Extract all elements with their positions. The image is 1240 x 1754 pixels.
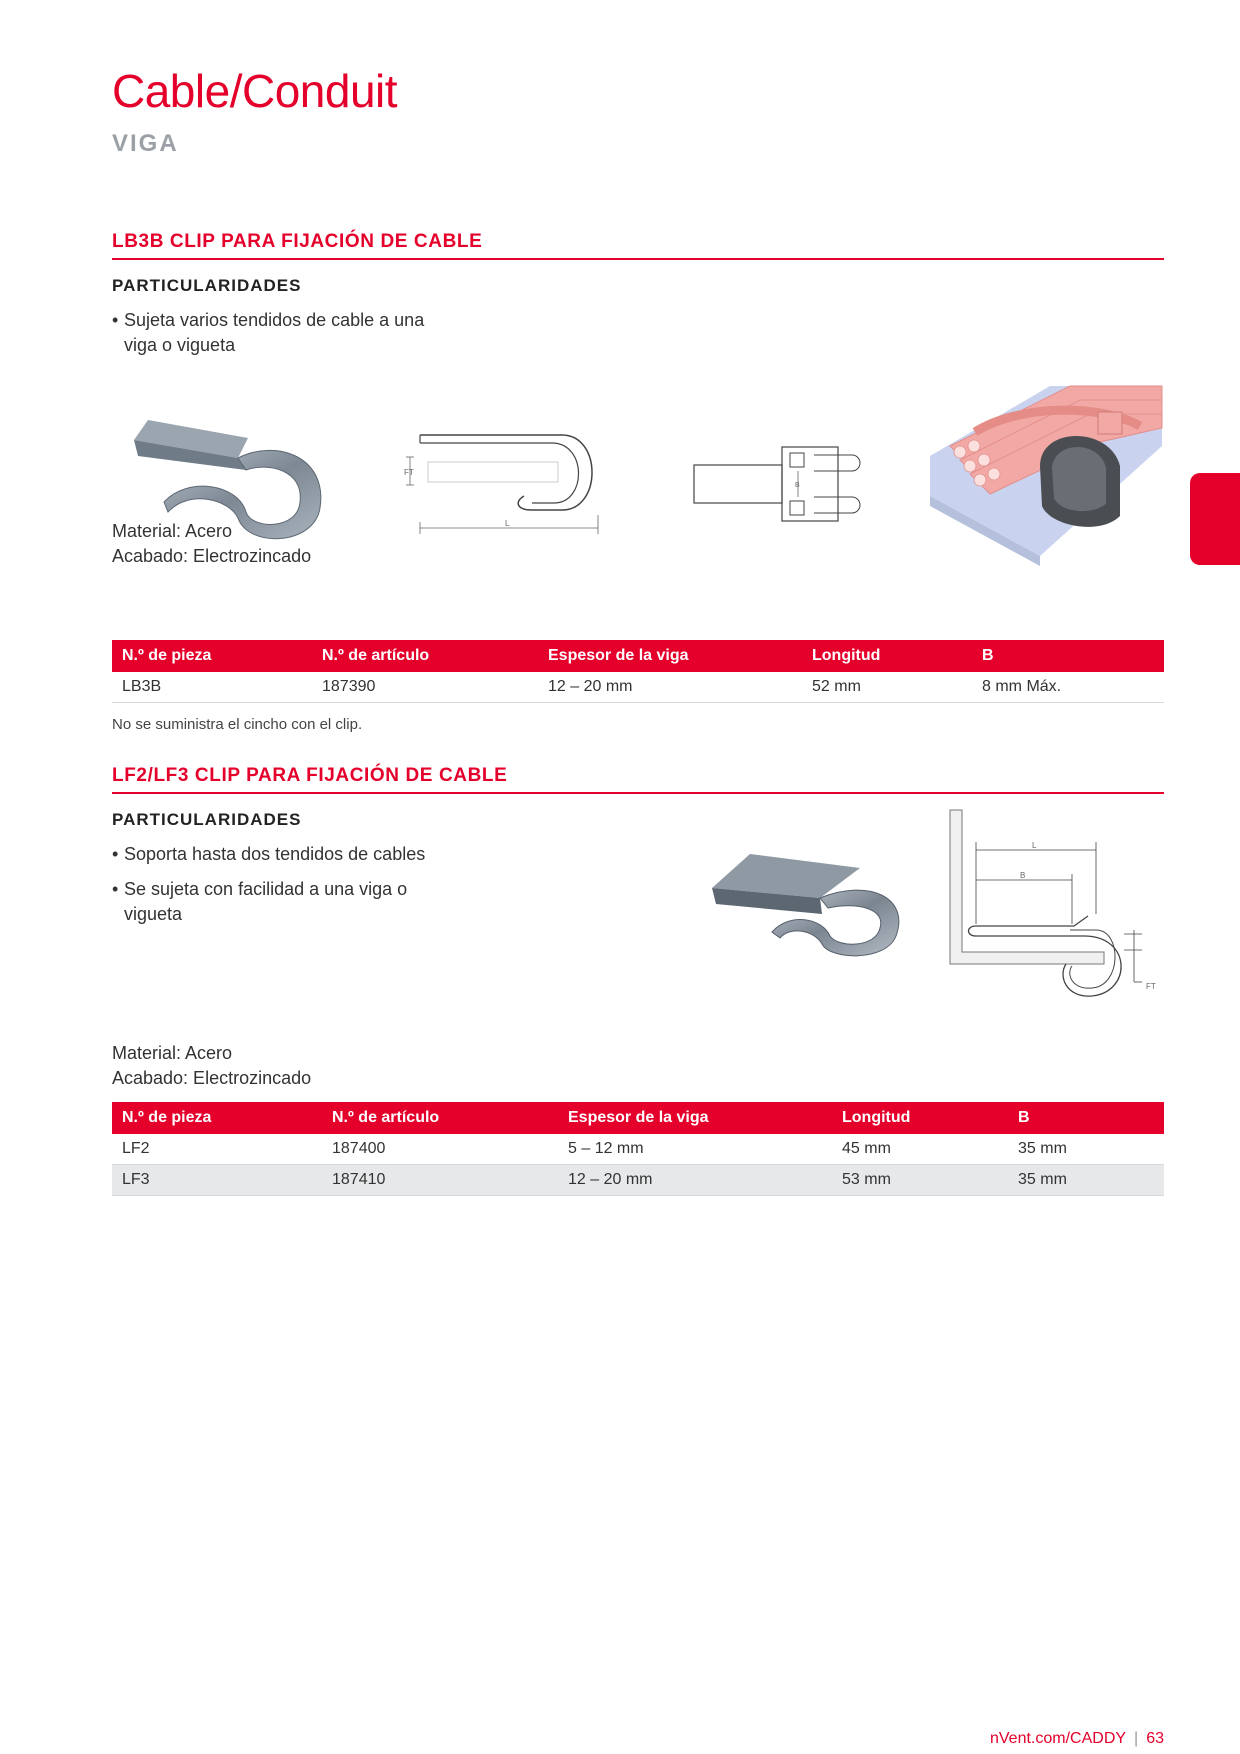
table-row: [112, 672, 1164, 703]
cell-part-number: LF2: [112, 1134, 322, 1165]
section-heading: LB3B CLIP PARA FIJACIÓN DE CABLE: [112, 231, 1164, 260]
cell-length: 45 mm: [832, 1134, 1008, 1165]
page-footer: nVent.com/CADDY | 63: [989, 1730, 1164, 1747]
cell-beam-thickness: 5 – 12 mm: [558, 1134, 832, 1165]
cell-beam-thickness: 12 – 20 mm: [538, 672, 802, 703]
page-number: 63: [1146, 1730, 1164, 1747]
table-header-row: [112, 640, 1164, 672]
lb3b-material: Material: Acero: [112, 521, 233, 541]
col-length: Longitud: [832, 1102, 1008, 1134]
cell-article-number: 187390: [312, 672, 538, 703]
cell-article-number: 187410: [322, 1165, 558, 1196]
lf-finish: Acabado: Electrozincado: [112, 1068, 312, 1088]
table-row: [112, 1134, 1164, 1165]
cell-b: 8 mm Máx.: [972, 672, 1164, 703]
table-row: [112, 1165, 1164, 1196]
table-header-row: [112, 1102, 1164, 1134]
footer-site-link[interactable]: nVent.com/CADDY: [989, 1730, 1127, 1747]
cell-part-number: LB3B: [112, 672, 312, 703]
lb3b-note: No se suministra el cincho con el clip.: [112, 716, 363, 733]
cell-part-number: LF3: [112, 1165, 322, 1196]
lb3b-installed-illustration: [930, 386, 1162, 556]
lf-spec-table: [112, 1102, 1164, 1196]
l-label: L: [1032, 841, 1037, 850]
section-lb3b: [112, 231, 1164, 368]
ft-label: FT: [404, 468, 414, 477]
b-label: B: [795, 482, 800, 489]
col-beam-thickness: Espesor de la viga: [558, 1102, 832, 1134]
lb3b-top-drawing: [692, 445, 872, 525]
col-article-number: N.º de artículo: [322, 1102, 558, 1134]
lf-clip-drawing: [946, 806, 1166, 1006]
features-heading: PARTICULARIDADES: [112, 276, 302, 295]
ft-label: FT: [1146, 982, 1156, 991]
cell-b: 35 mm: [1008, 1165, 1164, 1196]
cell-article-number: 187400: [322, 1134, 558, 1165]
lb3b-side-drawing: [402, 430, 602, 530]
page-title: Cable/Conduit: [112, 65, 398, 117]
l-label: L: [505, 519, 510, 528]
cell-length: 53 mm: [832, 1165, 1008, 1196]
page-subtitle: VIGA: [112, 130, 179, 157]
lf-clip-photo: [710, 848, 906, 960]
cell-beam-thickness: 12 – 20 mm: [558, 1165, 832, 1196]
col-part-number: N.º de pieza: [112, 640, 312, 672]
col-b: B: [1008, 1102, 1164, 1134]
feature-bullet: • Se sujeta con facilidad a una viga o vigueta: [112, 877, 454, 927]
section-heading: LF2/LF3 CLIP PARA FIJACIÓN DE CABLE: [112, 765, 1164, 794]
cell-length: 52 mm: [802, 672, 972, 703]
lb3b-finish: Acabado: Electrozincado: [112, 546, 312, 566]
cell-b: 35 mm: [1008, 1134, 1164, 1165]
col-b: B: [972, 640, 1164, 672]
b-label: B: [1020, 871, 1026, 880]
features-heading: PARTICULARIDADES: [112, 810, 302, 829]
col-part-number: N.º de pieza: [112, 1102, 322, 1134]
col-article-number: N.º de artículo: [312, 640, 538, 672]
feature-bullet: • Sujeta varios tendidos de cable a una viga o vigueta: [112, 308, 454, 358]
col-beam-thickness: Espesor de la viga: [538, 640, 802, 672]
side-tab-marker: [1190, 473, 1240, 565]
lb3b-spec-table: [112, 640, 1164, 703]
col-length: Longitud: [802, 640, 972, 672]
feature-bullet: • Soporta hasta dos tendidos de cables: [112, 842, 454, 867]
lf-material: Material: Acero: [112, 1043, 233, 1063]
